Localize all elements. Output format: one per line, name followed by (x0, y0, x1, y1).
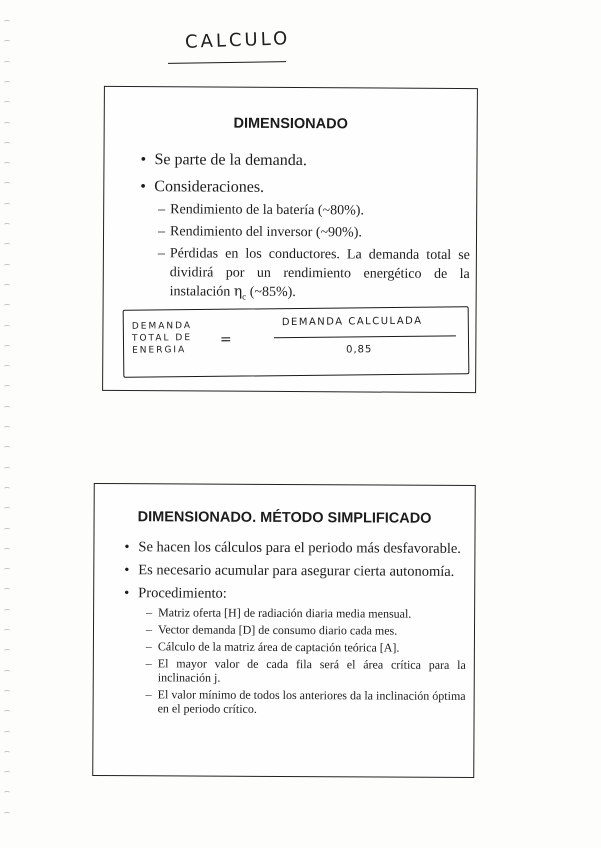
binder-hole (4, 122, 10, 126)
binder-hole (4, 629, 10, 633)
binder-hole (4, 20, 10, 24)
sub-list-item (158, 244, 470, 308)
sub-list-item (146, 605, 466, 621)
binder-hole (4, 487, 10, 491)
binder-hole (4, 101, 10, 105)
sub-list-item (146, 622, 466, 638)
list-item (124, 562, 466, 581)
binder-hole (4, 264, 10, 268)
title-underline (168, 61, 286, 64)
binder-hole (4, 426, 10, 430)
binder-hole (4, 61, 10, 65)
binder-margin (4, 20, 12, 840)
formula-left-line: ENERGIA (132, 345, 187, 356)
binder-hole (4, 548, 10, 552)
binder-hole (4, 406, 10, 410)
sub-bullet-text: Rendimiento de la batería (~80%). (170, 202, 365, 219)
binder-hole (4, 365, 10, 369)
sub-list-item (158, 200, 470, 221)
eta-value: (~85%). (249, 284, 296, 301)
eta-symbol: η (233, 283, 243, 300)
binder-hole (4, 751, 10, 755)
binder-hole (4, 40, 10, 44)
bullet-text: Consideraciones. (154, 178, 265, 196)
fraction-bar (274, 335, 456, 338)
binder-hole (4, 304, 10, 308)
sub-bullet-text: El valor mínimo de todos los anteriores da la inclinación óptima en el periodo crítico. (157, 687, 466, 716)
binder-hole (4, 385, 10, 389)
binder-hole (4, 182, 10, 186)
binder-hole (4, 812, 10, 816)
bullet-text: Es necesario acumular para asegurar cierta autonomía. (138, 562, 455, 580)
eta-subscript: c (242, 291, 247, 302)
list-item (124, 585, 467, 717)
binder-hole (4, 731, 10, 735)
binder-hole (4, 528, 10, 532)
formula-denominator: 0,85 (346, 344, 373, 356)
binder-hole (4, 588, 10, 592)
formula-left-line: TOTAL DE (131, 333, 193, 344)
sub-bullet-list (146, 605, 467, 717)
list-item (124, 539, 466, 558)
bullet-list (140, 146, 471, 311)
formula-numerator: DEMANDA CALCULADA (281, 315, 423, 329)
sub-bullet-text: Vector demanda [D] de consumo diario cada mes. (157, 622, 398, 638)
binder-hole (4, 243, 10, 247)
binder-hole (4, 771, 10, 775)
equals-sign: = (219, 331, 232, 348)
list-item (140, 173, 471, 308)
slide-title: DIMENSIONADO (233, 115, 348, 133)
list-item (140, 146, 470, 175)
binder-hole (4, 609, 10, 613)
sub-list-item (146, 687, 466, 717)
slide-title: DIMENSIONADO. MÉTODO SIMPLIFICADO (137, 509, 432, 527)
sub-list-item (146, 656, 466, 686)
sub-list-item (158, 222, 470, 243)
binder-hole (4, 446, 10, 450)
binder-hole (4, 345, 10, 349)
binder-hole (4, 710, 10, 714)
slide-metodo-simplificado (92, 483, 476, 778)
sub-bullet-text: Matriz oferta [H] de radiación diaria media mensual. (158, 605, 412, 621)
sub-bullet-text: Pérdidas en los conductores. La demanda total se dividirá por un rendimiento energético de la instalación (169, 246, 470, 300)
sub-list-item (146, 639, 466, 655)
binder-hole (4, 81, 10, 85)
binder-hole (4, 142, 10, 146)
bullet-text: Se parte de la demanda. (154, 151, 307, 170)
formula-left-side (132, 320, 210, 357)
binder-hole (4, 690, 10, 694)
sub-bullet-list (158, 200, 471, 308)
binder-hole (4, 467, 10, 471)
binder-hole (4, 203, 10, 207)
binder-hole (4, 649, 10, 653)
bullet-text: Se hacen los cálculos para el periodo más desfavorable. (138, 539, 461, 557)
bullet-text: Procedimiento: (138, 585, 227, 602)
binder-hole (4, 507, 10, 511)
binder-hole (4, 223, 10, 227)
sub-bullet-text: Cálculo de la matriz área de captación teórica [A]. (157, 639, 400, 655)
binder-hole (4, 162, 10, 166)
handwritten-title: CALCULO (184, 28, 291, 53)
sub-bullet-text: Rendimiento del inversor (~90%). (169, 224, 362, 241)
formula-left-line: DEMANDA (131, 321, 193, 332)
binder-hole (4, 670, 10, 674)
binder-hole (4, 791, 10, 795)
binder-hole (4, 284, 10, 288)
handwritten-formula-box (123, 306, 470, 378)
binder-hole (4, 325, 10, 329)
sub-bullet-text: El mayor valor de cada fila será el área crítica para la inclinación j. (157, 656, 466, 685)
bullet-list (124, 539, 467, 723)
binder-hole (4, 568, 10, 572)
